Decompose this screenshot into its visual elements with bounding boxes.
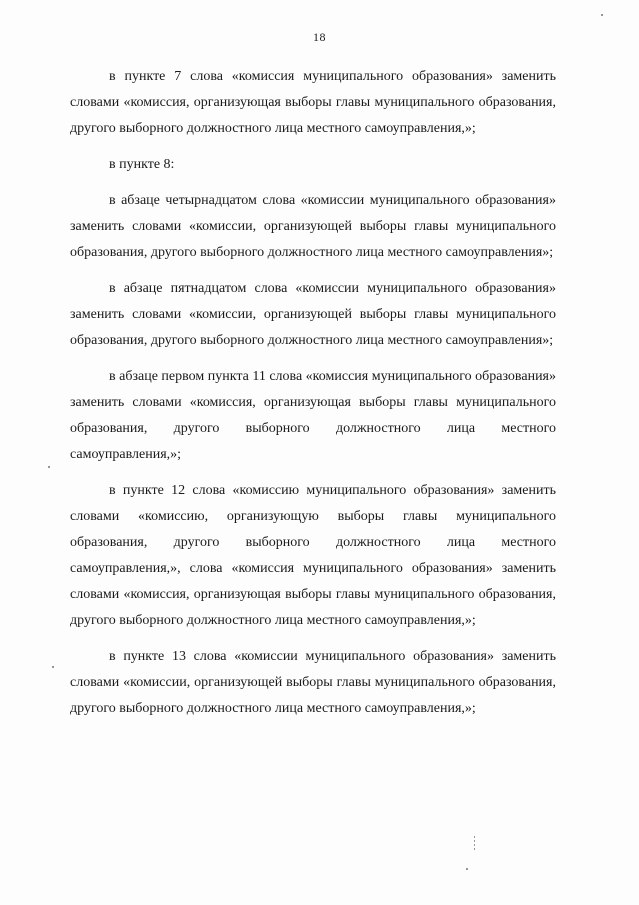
paragraph-3: в абзаце четырнадцатом слова «комиссии муниципального образования» заменить словами «комиссии, организующей выборы главы муниципального образования, другого выборного должностного лица местного самоуправления»; [70, 193, 556, 260]
document-body [70, 64, 556, 732]
scan-speck [48, 466, 50, 468]
scan-margin-mark [474, 836, 475, 850]
paragraph-7: в пункте 13 слова «комиссии муниципального образования» заменить словами «комиссии, организующей выборы главы муниципального образования, другого выборного должностного лица местного самоуправления,»; [70, 649, 556, 716]
scan-speck [52, 666, 54, 668]
paragraph-1: в пункте 7 слова «комиссия муниципального образования» заменить словами «комиссия, организующая выборы главы муниципального образования, другого выборного должностного лица местного самоуправления,»; [70, 69, 556, 136]
paragraph-5: в абзаце первом пункта 11 слова «комиссия муниципального образования» заменить словами «комиссия, организующая выборы главы муниципального образования, другого выборного должностного лица местного самоуправления,»; [70, 369, 556, 462]
paragraph-2: в пункте 8: [109, 157, 175, 172]
page-number: 18 [313, 30, 326, 44]
scan-speck [466, 868, 468, 870]
paragraph-4: в абзаце пятнадцатом слова «комиссии муниципального образования» заменить словами «комиссии, организующей выборы главы муниципального образования, другого выборного должностного лица местного самоуправления»; [70, 281, 556, 348]
paragraph-6: в пункте 12 слова «комиссию муниципального образования» заменить словами «комиссию, организующую выборы главы муниципального образования, другого выборного должностного лица местного самоуправления,», слова «комиссия муниципального образования» заменить словами «комиссия, организующая выборы главы муниципального образования, другого выборного должностного лица местного самоуправления,»; [70, 483, 556, 628]
scan-speck [601, 14, 603, 16]
